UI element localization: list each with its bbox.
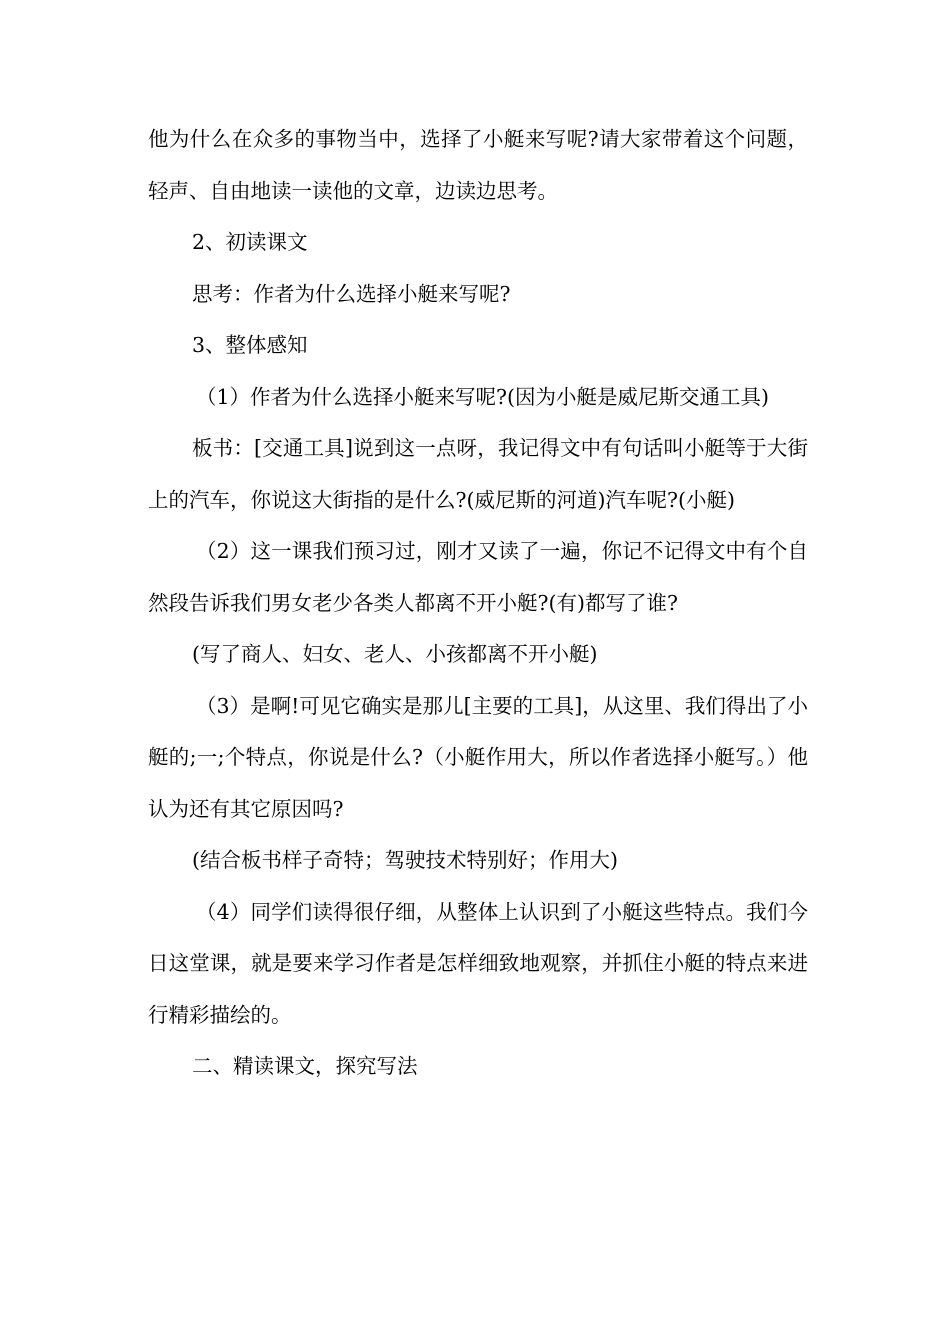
paragraph-6: 板书：[交通工具]说到这一点呀，我记得文中有句话叫小艇等于大街上的汽车，你说这大街指的是什么?(威尼斯的河道)汽车呢?(小艇) [148, 436, 808, 512]
paragraph-4: 3、整体感知 [192, 333, 308, 357]
document-page [148, 114, 808, 1093]
paragraph-7: （2）这一课我们预习过，刚才又读了一遍，你记不记得文中有个自然段告诉我们男女老少各类人都离不开小艇?(有)都写了谁? [148, 539, 808, 615]
paragraph-9: （3）是啊!可见它确实是那儿[主要的工具]，从这里、我们得出了小艇的;一;个特点，你说是什么?（小艇作用大，所以作者选择小艇写。）他认为还有其它原因吗? [148, 693, 808, 821]
paragraph-10: (结合板书样子奇特；驾驶技术特别好；作用大) [192, 848, 618, 872]
paragraph-3: 思考：作者为什么选择小艇来写呢? [192, 281, 511, 306]
paragraph-2: 2、初读课文 [192, 230, 308, 254]
paragraph-1: 他为什么在众多的事物当中，选择了小艇来写呢?请大家带着这个问题，轻声、自由地读一读他的文章，边读边思考。 [148, 127, 808, 203]
paragraph-5: （1）作者为什么选择小艇来写呢?(因为小艇是威尼斯交通工具) [196, 384, 770, 409]
section-heading: 二、精读课文，探究写法 [192, 1054, 418, 1078]
paragraph-11: （4）同学们读得很仔细，从整体上认识到了小艇这些特点。我们今日这堂课，就是要来学习作者是怎样细致地观察，并抓住小艇的特点来进行精彩描绘的。 [148, 899, 808, 1027]
paragraph-8: (写了商人、妇女、老人、小孩都离不开小艇) [192, 642, 598, 666]
